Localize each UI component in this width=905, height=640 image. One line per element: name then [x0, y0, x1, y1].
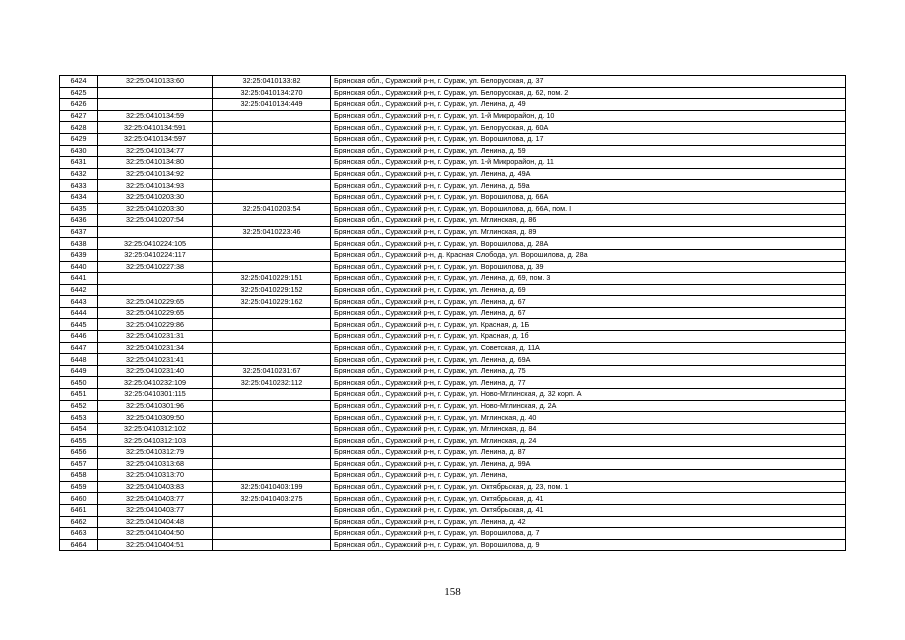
row-number-cell: 6457 — [60, 458, 98, 470]
row-number-cell: 6456 — [60, 447, 98, 459]
table-row — [60, 296, 846, 308]
property-registry-table — [59, 75, 846, 551]
address-cell: Брянская обл., Суражский р-н, г. Сураж, ул. Красная, д. 1Б — [331, 319, 846, 331]
land-cadastral-number-cell: 32:25:0410403:83 — [98, 481, 213, 493]
address-cell: Брянская обл., Суражский р-н, г. Сураж, ул. Ленина, д. 67 — [331, 307, 846, 319]
land-cadastral-number-cell: 32:25:0410403:77 — [98, 504, 213, 516]
object-cadastral-number-cell: 32:25:0410203:54 — [213, 203, 331, 215]
address-cell: Брянская обл., Суражский р-н, г. Сураж, ул. Ленина, д. 77 — [331, 377, 846, 389]
address-cell: Брянская обл., Суражский р-н, г. Сураж, ул. Ворошилова, д. 66А, пом. I — [331, 203, 846, 215]
object-cadastral-number-cell: 32:25:0410229:151 — [213, 273, 331, 285]
object-cadastral-number-cell: 32:25:0410134:270 — [213, 87, 331, 99]
row-number-cell: 6430 — [60, 145, 98, 157]
object-cadastral-number-cell: 32:25:0410133:82 — [213, 76, 331, 88]
table-row — [60, 191, 846, 203]
row-number-cell: 6448 — [60, 354, 98, 366]
address-cell: Брянская обл., Суражский р-н, г. Сураж, ул. 1-й Микрорайон, д. 10 — [331, 110, 846, 122]
row-number-cell: 6460 — [60, 493, 98, 505]
table-row — [60, 389, 846, 401]
land-cadastral-number-cell: 32:25:0410134:591 — [98, 122, 213, 134]
page-number: 158 — [444, 586, 461, 598]
land-cadastral-number-cell: 32:25:0410301:96 — [98, 400, 213, 412]
table-row — [60, 331, 846, 343]
address-cell: Брянская обл., Суражский р-н, г. Сураж, ул. Мглинская, д. 89 — [331, 226, 846, 238]
address-cell: Брянская обл., Суражский р-н, г. Сураж, ул. Ленина, д. 99А — [331, 458, 846, 470]
object-cadastral-number-cell — [213, 191, 331, 203]
object-cadastral-number-cell: 32:25:0410231:67 — [213, 365, 331, 377]
object-cadastral-number-cell: 32:25:0410403:199 — [213, 481, 331, 493]
row-number-cell: 6449 — [60, 365, 98, 377]
object-cadastral-number-cell — [213, 238, 331, 250]
table-row — [60, 365, 846, 377]
object-cadastral-number-cell — [213, 342, 331, 354]
land-cadastral-number-cell — [98, 273, 213, 285]
object-cadastral-number-cell — [213, 249, 331, 261]
land-cadastral-number-cell: 32:25:0410203:30 — [98, 191, 213, 203]
table-row — [60, 76, 846, 88]
address-cell: Брянская обл., Суражский р-н, г. Сураж, ул. Ленина, д. 59 — [331, 145, 846, 157]
address-cell: Брянская обл., Суражский р-н, г. Сураж, ул. Ворошилова, д. 66А — [331, 191, 846, 203]
object-cadastral-number-cell: 32:25:0410229:162 — [213, 296, 331, 308]
table-row — [60, 261, 846, 273]
row-number-cell: 6438 — [60, 238, 98, 250]
row-number-cell: 6429 — [60, 133, 98, 145]
table-row — [60, 412, 846, 424]
object-cadastral-number-cell — [213, 412, 331, 424]
row-number-cell: 6431 — [60, 157, 98, 169]
address-cell: Брянская обл., Суражский р-н, г. Сураж, ул. Ново-Мглинская, д. 32 корп. А — [331, 389, 846, 401]
table-row — [60, 400, 846, 412]
table-row — [60, 110, 846, 122]
address-cell: Брянская обл., Суражский р-н, г. Сураж, ул. Ленина, д. 69 — [331, 284, 846, 296]
row-number-cell: 6436 — [60, 215, 98, 227]
table-row — [60, 168, 846, 180]
table-row — [60, 203, 846, 215]
table-row — [60, 377, 846, 389]
object-cadastral-number-cell — [213, 504, 331, 516]
address-cell: Брянская обл., Суражский р-н, г. Сураж, ул. Ленина, д. 87 — [331, 447, 846, 459]
row-number-cell: 6446 — [60, 331, 98, 343]
row-number-cell: 6435 — [60, 203, 98, 215]
table-row — [60, 133, 846, 145]
table-row — [60, 539, 846, 551]
table-row — [60, 504, 846, 516]
row-number-cell: 6439 — [60, 249, 98, 261]
row-number-cell: 6434 — [60, 191, 98, 203]
land-cadastral-number-cell: 32:25:0410229:65 — [98, 307, 213, 319]
address-cell: Брянская обл., Суражский р-н, г. Сураж, ул. Октябрьская, д. 23, пом. 1 — [331, 481, 846, 493]
address-cell: Брянская обл., Суражский р-н, д. Красная Слобода, ул. Ворошилова, д. 28а — [331, 249, 846, 261]
address-cell: Брянская обл., Суражский р-н, г. Сураж, ул. Мглинская, д. 40 — [331, 412, 846, 424]
address-cell: Брянская обл., Суражский р-н, г. Сураж, ул. Мглинская, д. 86 — [331, 215, 846, 227]
object-cadastral-number-cell — [213, 435, 331, 447]
address-cell: Брянская обл., Суражский р-н, г. Сураж, ул. Белорусская, д. 37 — [331, 76, 846, 88]
object-cadastral-number-cell — [213, 354, 331, 366]
object-cadastral-number-cell — [213, 307, 331, 319]
object-cadastral-number-cell — [213, 261, 331, 273]
table-row — [60, 354, 846, 366]
address-cell: Брянская обл., Суражский р-н, г. Сураж, ул. Ленина, д. 69, пом. 3 — [331, 273, 846, 285]
table-row — [60, 273, 846, 285]
address-cell: Брянская обл., Суражский р-н, г. Сураж, ул. Ново-Мглинская, д. 2А — [331, 400, 846, 412]
land-cadastral-number-cell: 32:25:0410313:68 — [98, 458, 213, 470]
object-cadastral-number-cell: 32:25:0410223:46 — [213, 226, 331, 238]
row-number-cell: 6444 — [60, 307, 98, 319]
address-cell: Брянская обл., Суражский р-н, г. Сураж, ул. Мглинская, д. 84 — [331, 423, 846, 435]
row-number-cell: 6450 — [60, 377, 98, 389]
object-cadastral-number-cell — [213, 389, 331, 401]
table-row — [60, 435, 846, 447]
table-row — [60, 481, 846, 493]
object-cadastral-number-cell — [213, 423, 331, 435]
row-number-cell: 6451 — [60, 389, 98, 401]
land-cadastral-number-cell: 32:25:0410203:30 — [98, 203, 213, 215]
object-cadastral-number-cell — [213, 122, 331, 134]
row-number-cell: 6458 — [60, 470, 98, 482]
row-number-cell: 6442 — [60, 284, 98, 296]
object-cadastral-number-cell — [213, 470, 331, 482]
object-cadastral-number-cell — [213, 110, 331, 122]
address-cell: Брянская обл., Суражский р-н, г. Сураж, ул. Красная, д. 1б — [331, 331, 846, 343]
row-number-cell: 6424 — [60, 76, 98, 88]
address-cell: Брянская обл., Суражский р-н, г. Сураж, ул. Октябрьская, д. 41 — [331, 504, 846, 516]
table-row — [60, 470, 846, 482]
land-cadastral-number-cell — [98, 99, 213, 111]
table-row — [60, 447, 846, 459]
address-cell: Брянская обл., Суражский р-н, г. Сураж, ул. Ленина, д. 69А — [331, 354, 846, 366]
land-cadastral-number-cell: 32:25:0410309:50 — [98, 412, 213, 424]
table-row — [60, 423, 846, 435]
land-cadastral-number-cell: 32:25:0410134:92 — [98, 168, 213, 180]
land-cadastral-number-cell: 32:25:0410134:80 — [98, 157, 213, 169]
row-number-cell: 6445 — [60, 319, 98, 331]
land-cadastral-number-cell: 32:25:0410224:105 — [98, 238, 213, 250]
object-cadastral-number-cell — [213, 447, 331, 459]
row-number-cell: 6455 — [60, 435, 98, 447]
land-cadastral-number-cell: 32:25:0410404:50 — [98, 528, 213, 540]
address-cell: Брянская обл., Суражский р-н, г. Сураж, ул. Советская, д. 11А — [331, 342, 846, 354]
land-cadastral-number-cell: 32:25:0410232:109 — [98, 377, 213, 389]
row-number-cell: 6428 — [60, 122, 98, 134]
table-row — [60, 226, 846, 238]
object-cadastral-number-cell — [213, 458, 331, 470]
land-cadastral-number-cell: 32:25:0410403:77 — [98, 493, 213, 505]
land-cadastral-number-cell: 32:25:0410224:117 — [98, 249, 213, 261]
land-cadastral-number-cell: 32:25:0410229:86 — [98, 319, 213, 331]
table-row — [60, 493, 846, 505]
row-number-cell: 6464 — [60, 539, 98, 551]
object-cadastral-number-cell — [213, 528, 331, 540]
address-cell: Брянская обл., Суражский р-н, г. Сураж, ул. Ленина, д. 42 — [331, 516, 846, 528]
row-number-cell: 6437 — [60, 226, 98, 238]
address-cell: Брянская обл., Суражский р-н, г. Сураж, ул. Белорусская, д. 60А — [331, 122, 846, 134]
row-number-cell: 6463 — [60, 528, 98, 540]
land-cadastral-number-cell: 32:25:0410227:38 — [98, 261, 213, 273]
table-row — [60, 516, 846, 528]
land-cadastral-number-cell — [98, 87, 213, 99]
address-cell: Брянская обл., Суражский р-н, г. Сураж, ул. Ворошилова, д. 7 — [331, 528, 846, 540]
address-cell: Брянская обл., Суражский р-н, г. Сураж, ул. Ворошилова, д. 28А — [331, 238, 846, 250]
table-row — [60, 87, 846, 99]
row-number-cell: 6426 — [60, 99, 98, 111]
address-cell: Брянская обл., Суражский р-н, г. Сураж, ул. Ворошилова, д. 9 — [331, 539, 846, 551]
object-cadastral-number-cell — [213, 319, 331, 331]
row-number-cell: 6440 — [60, 261, 98, 273]
row-number-cell: 6453 — [60, 412, 98, 424]
object-cadastral-number-cell: 32:25:0410134:449 — [213, 99, 331, 111]
land-cadastral-number-cell: 32:25:0410404:51 — [98, 539, 213, 551]
object-cadastral-number-cell: 32:25:0410232:112 — [213, 377, 331, 389]
row-number-cell: 6454 — [60, 423, 98, 435]
land-cadastral-number-cell: 32:25:0410313:70 — [98, 470, 213, 482]
row-number-cell: 6461 — [60, 504, 98, 516]
row-number-cell: 6433 — [60, 180, 98, 192]
object-cadastral-number-cell — [213, 168, 331, 180]
address-cell: Брянская обл., Суражский р-н, г. Сураж, ул. Ворошилова, д. 39 — [331, 261, 846, 273]
land-cadastral-number-cell — [98, 284, 213, 296]
object-cadastral-number-cell — [213, 215, 331, 227]
land-cadastral-number-cell: 32:25:0410312:102 — [98, 423, 213, 435]
table-row — [60, 215, 846, 227]
land-cadastral-number-cell: 32:25:0410231:41 — [98, 354, 213, 366]
table-row — [60, 284, 846, 296]
table-row — [60, 342, 846, 354]
row-number-cell: 6441 — [60, 273, 98, 285]
table-row — [60, 157, 846, 169]
object-cadastral-number-cell — [213, 157, 331, 169]
row-number-cell: 6462 — [60, 516, 98, 528]
table-row — [60, 528, 846, 540]
land-cadastral-number-cell — [98, 226, 213, 238]
address-cell: Брянская обл., Суражский р-н, г. Сураж, ул. Октябрьская, д. 41 — [331, 493, 846, 505]
land-cadastral-number-cell: 32:25:0410301:115 — [98, 389, 213, 401]
land-cadastral-number-cell: 32:25:0410134:77 — [98, 145, 213, 157]
table-row — [60, 99, 846, 111]
land-cadastral-number-cell: 32:25:0410231:31 — [98, 331, 213, 343]
object-cadastral-number-cell — [213, 400, 331, 412]
object-cadastral-number-cell — [213, 331, 331, 343]
land-cadastral-number-cell: 32:25:0410404:48 — [98, 516, 213, 528]
object-cadastral-number-cell — [213, 145, 331, 157]
object-cadastral-number-cell: 32:25:0410403:275 — [213, 493, 331, 505]
land-cadastral-number-cell: 32:25:0410229:65 — [98, 296, 213, 308]
row-number-cell: 6452 — [60, 400, 98, 412]
table-row — [60, 319, 846, 331]
address-cell: Брянская обл., Суражский р-н, г. Сураж, ул. Ленина, д. 49 — [331, 99, 846, 111]
row-number-cell: 6432 — [60, 168, 98, 180]
address-cell: Брянская обл., Суражский р-н, г. Сураж, ул. Ленина, д. 67 — [331, 296, 846, 308]
land-cadastral-number-cell: 32:25:0410207:54 — [98, 215, 213, 227]
table-row — [60, 307, 846, 319]
land-cadastral-number-cell: 32:25:0410312:103 — [98, 435, 213, 447]
object-cadastral-number-cell: 32:25:0410229:152 — [213, 284, 331, 296]
land-cadastral-number-cell: 32:25:0410134:597 — [98, 133, 213, 145]
object-cadastral-number-cell — [213, 516, 331, 528]
table-row — [60, 122, 846, 134]
row-number-cell: 6459 — [60, 481, 98, 493]
table-row — [60, 238, 846, 250]
table-row — [60, 458, 846, 470]
address-cell: Брянская обл., Суражский р-н, г. Сураж, ул. Мглинская, д. 24 — [331, 435, 846, 447]
row-number-cell: 6427 — [60, 110, 98, 122]
object-cadastral-number-cell — [213, 539, 331, 551]
row-number-cell: 6443 — [60, 296, 98, 308]
land-cadastral-number-cell: 32:25:0410312:79 — [98, 447, 213, 459]
table-row — [60, 249, 846, 261]
row-number-cell: 6425 — [60, 87, 98, 99]
object-cadastral-number-cell — [213, 133, 331, 145]
address-cell: Брянская обл., Суражский р-н, г. Сураж, ул. Ленина, д. 75 — [331, 365, 846, 377]
address-cell: Брянская обл., Суражский р-н, г. Сураж, ул. 1-й Микрорайон, д. 11 — [331, 157, 846, 169]
land-cadastral-number-cell: 32:25:0410231:34 — [98, 342, 213, 354]
object-cadastral-number-cell — [213, 180, 331, 192]
table-row — [60, 145, 846, 157]
address-cell: Брянская обл., Суражский р-н, г. Сураж, ул. Ленина, д. 59а — [331, 180, 846, 192]
land-cadastral-number-cell: 32:25:0410134:93 — [98, 180, 213, 192]
land-cadastral-number-cell: 32:25:0410133:60 — [98, 76, 213, 88]
land-cadastral-number-cell: 32:25:0410134:59 — [98, 110, 213, 122]
address-cell: Брянская обл., Суражский р-н, г. Сураж, ул. Ворошилова, д. 17 — [331, 133, 846, 145]
address-cell: Брянская обл., Суражский р-н, г. Сураж, ул. Белорусская, д. 62, пом. 2 — [331, 87, 846, 99]
address-cell: Брянская обл., Суражский р-н, г. Сураж, ул. Ленина, д. 49А — [331, 168, 846, 180]
table-row — [60, 180, 846, 192]
row-number-cell: 6447 — [60, 342, 98, 354]
address-cell: Брянская обл., Суражский р-н, г. Сураж, ул. Ленина, — [331, 470, 846, 482]
land-cadastral-number-cell: 32:25:0410231:40 — [98, 365, 213, 377]
table-body — [60, 76, 846, 551]
